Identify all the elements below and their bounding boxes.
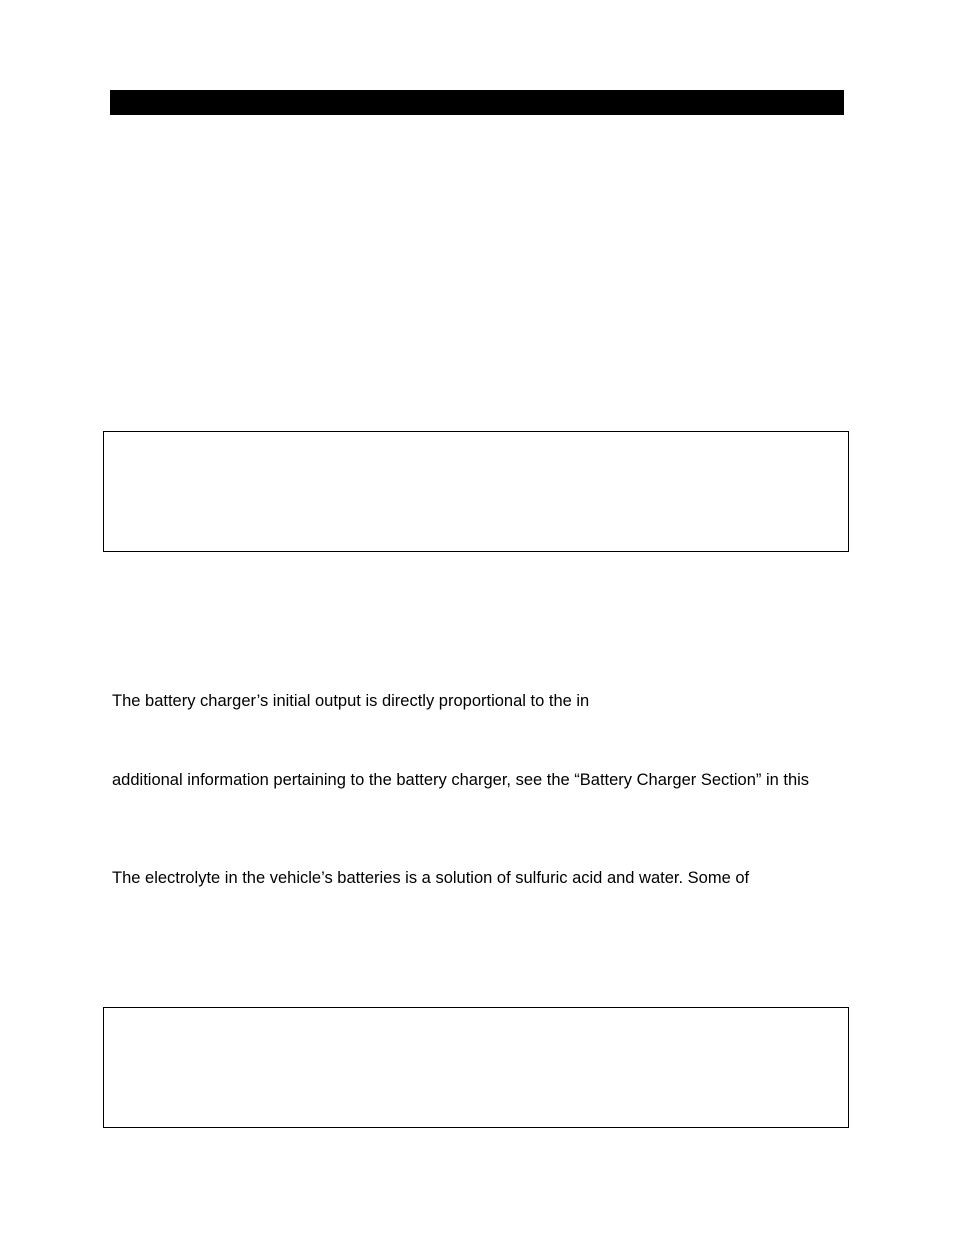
paragraph-line-charger-output: The battery charger’s initial output is directly proportional to the in — [112, 692, 590, 710]
paragraph-line-additional-info: additional information pertaining to the battery charger, see the “Battery Charger Section” in this — [112, 771, 810, 789]
paragraph-line-electrolyte: The electrolyte in the vehicle’s batteries is a solution of sulfuric acid and water. Some of — [112, 869, 750, 887]
section-header-bar — [110, 90, 844, 115]
notice-box-top — [103, 431, 849, 552]
notice-box-bottom — [103, 1007, 849, 1128]
